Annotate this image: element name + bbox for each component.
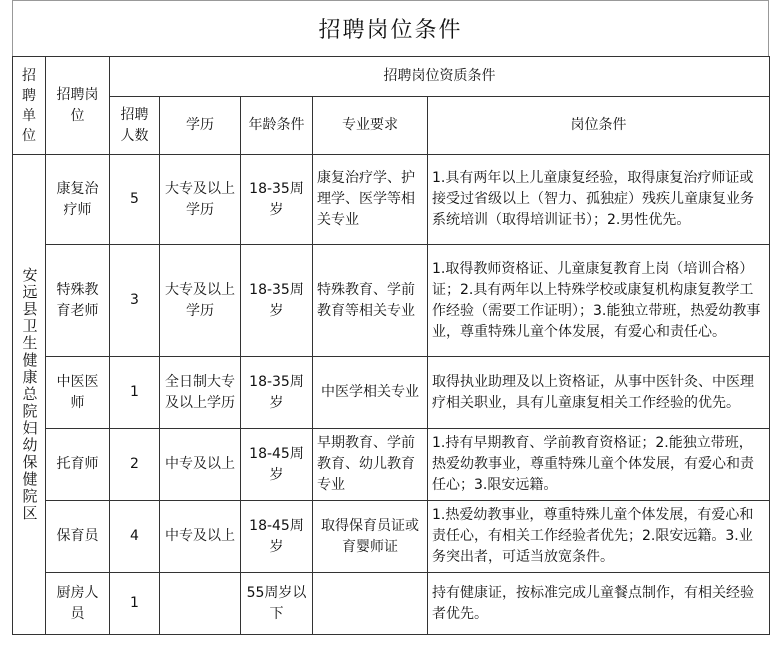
unit-name: 安远县卫生健康总院妇幼保健院区 [20,267,39,522]
cell-position: 康复治疗师 [46,155,110,245]
cell-age: 18-45周岁 [241,429,313,501]
header-age: 年龄条件 [241,97,313,155]
table-row [13,155,770,245]
cell-count: 4 [110,501,160,573]
cell-position: 保育员 [46,501,110,573]
cell-major: 取得保育员证或育婴师证 [313,501,428,573]
header-unit: 招聘单位 [13,57,46,155]
table-row [13,357,770,429]
cell-age: 18-35周岁 [241,245,313,357]
header-major: 专业要求 [313,97,428,155]
cell-major: 康复治疗学、护理学、医学等相关专业 [313,155,428,245]
table-row [13,245,770,357]
cell-conditions: 1.持有早期教育、学前教育资格证；2.能独立带班，热爱幼教事业，尊重特殊儿童个体发展，有爱心和责任心；3.限安远籍。 [428,429,770,501]
header-row-2 [13,97,770,155]
cell-conditions: 取得执业助理及以上资格证，从事中医针灸、中医理疗相关职业，具有儿童康复相关工作经验的优先。 [428,357,770,429]
cell-age: 18-35周岁 [241,155,313,245]
cell-count: 2 [110,429,160,501]
cell-conditions: 1.热爱幼教事业，尊重特殊儿童个体发展，有爱心和责任心，有相关工作经验者优先；2.限安远籍。3.业务突出者，可适当放宽条件。 [428,501,770,573]
table-row [13,573,770,635]
cell-age: 55周岁以下 [241,573,313,635]
header-count: 招聘人数 [110,97,160,155]
cell-major: 中医学相关专业 [313,357,428,429]
cell-age: 18-35周岁 [241,357,313,429]
cell-major: 早期教育、学前教育、幼儿教育专业 [313,429,428,501]
cell-count: 3 [110,245,160,357]
cell-conditions: 1.具有两年以上儿童康复经验，取得康复治疗师证或接受过省级以上（智力、孤独症）残疾儿童康复业务系统培训（取得培训证书）；2.男性优先。 [428,155,770,245]
cell-education: 全日制大专及以上学历 [160,357,241,429]
cell-education: 中专及以上 [160,429,241,501]
cell-position: 中医医师 [46,357,110,429]
cell-position: 特殊教育老师 [46,245,110,357]
cell-education [160,573,241,635]
page-title: 招聘岗位条件 [12,0,769,56]
cell-conditions: 1.取得教师资格证、儿童康复教育上岗（培训合格）证；2.具有两年以上特殊学校或康复机构康复教学工作经验（需要工作证明）；3.能独立带班，热爱幼教事业，尊重特殊儿童个体发展，有爱心和责任心。 [428,245,770,357]
recruitment-table [12,56,770,635]
cell-count: 1 [110,357,160,429]
cell-major [313,573,428,635]
cell-count: 5 [110,155,160,245]
cell-position: 托育师 [46,429,110,501]
cell-conditions: 持有健康证，按标准完成儿童餐点制作，有相关经验者优先。 [428,573,770,635]
cell-count: 1 [110,573,160,635]
header-position: 招聘岗位 [46,57,110,155]
cell-position: 厨房人员 [46,573,110,635]
table-row [13,501,770,573]
cell-education: 大专及以上学历 [160,155,241,245]
table-row [13,429,770,501]
header-qualification-group: 招聘岗位资质条件 [110,57,770,97]
cell-major: 特殊教育、学前教育等相关专业 [313,245,428,357]
cell-education: 中专及以上 [160,501,241,573]
header-row-1 [13,57,770,97]
cell-education: 大专及以上学历 [160,245,241,357]
header-conditions: 岗位条件 [428,97,770,155]
recruitment-sheet [12,0,769,632]
cell-age: 18-45周岁 [241,501,313,573]
unit-name-cell [13,155,46,635]
header-education: 学历 [160,97,241,155]
